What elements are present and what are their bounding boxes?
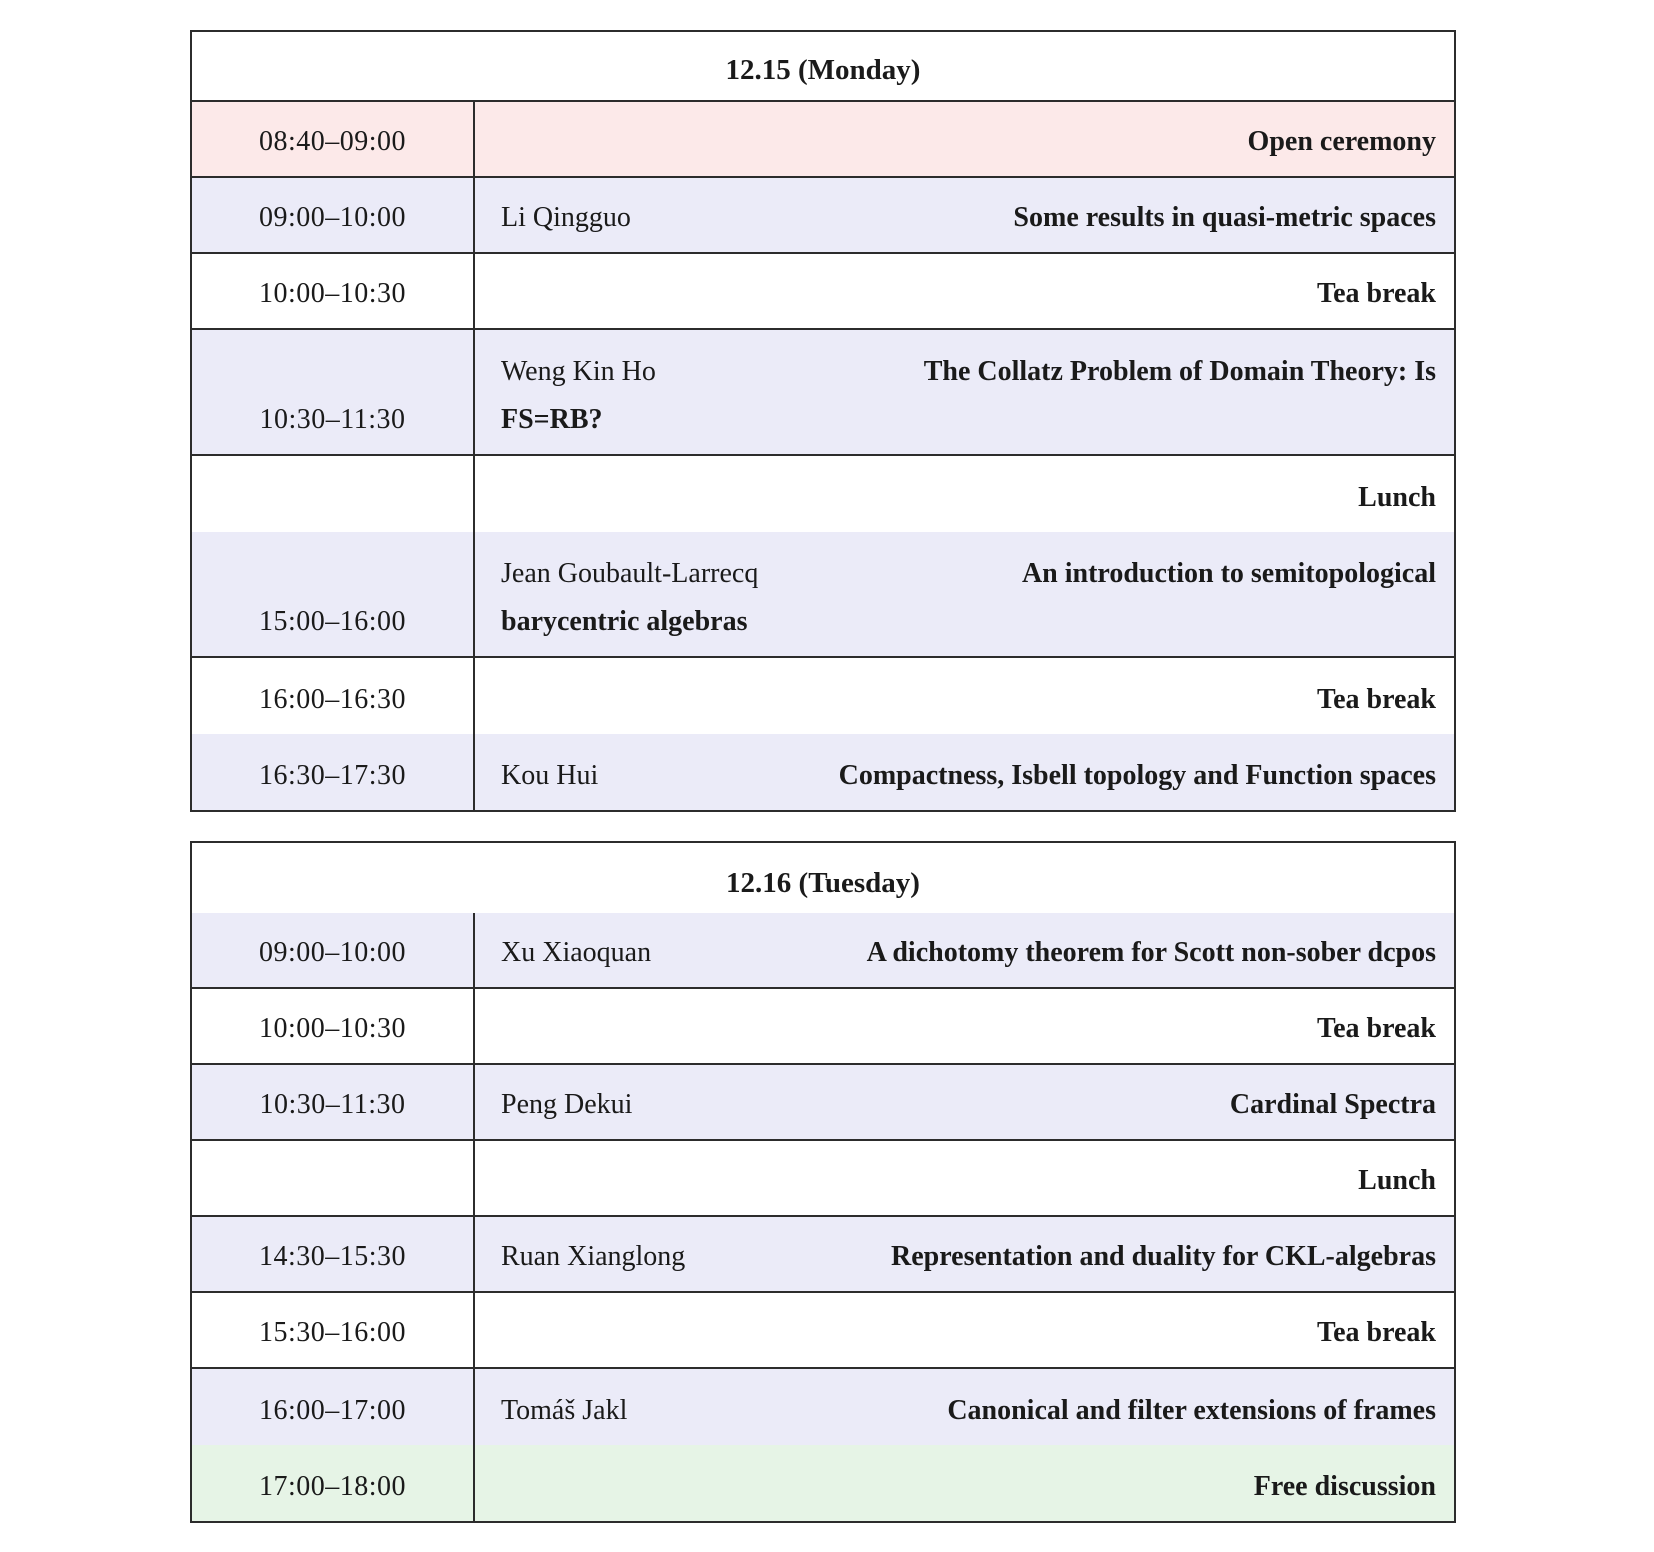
session-cell (475, 330, 1454, 454)
session-cell (475, 1369, 1454, 1445)
session-line (501, 1395, 1436, 1427)
schedule-row (192, 102, 1454, 178)
session-title: Tea break (1316, 278, 1436, 309)
session-cell (475, 1445, 1454, 1521)
session-cell (475, 989, 1454, 1063)
time-range: 16:30–17:30 (192, 734, 475, 810)
time-range: 08:40–09:00 (192, 102, 475, 176)
session-title-continued: FS=RB? (501, 404, 603, 435)
speaker-name: Li Qingguo (501, 202, 631, 233)
session-line (501, 356, 1436, 388)
session-title: An introduction to semitopological (1021, 558, 1436, 589)
session-title: Free discussion (1253, 1471, 1436, 1502)
time-range: 10:30–11:30 (192, 1065, 475, 1139)
session-title: The Collatz Problem of Domain Theory: Is (923, 356, 1436, 387)
session-title: Lunch (1358, 1165, 1436, 1196)
session-cell (475, 1141, 1454, 1215)
speaker-name: Tomáš Jakl (501, 1395, 628, 1426)
session-cell (475, 734, 1454, 810)
session-cell (475, 178, 1454, 252)
time-range: 15:00–16:00 (192, 532, 475, 656)
session-title: A dichotomy theorem for Scott non-sober dcpos (866, 937, 1436, 968)
schedule-row (192, 178, 1454, 254)
session-cell (475, 532, 1454, 656)
time-range: 16:00–16:30 (192, 658, 475, 734)
schedule-row (192, 330, 1454, 456)
session-title: Tea break (1316, 684, 1436, 715)
session-title: Representation and duality for CKL-algebras (891, 1241, 1436, 1272)
schedule-row (192, 1445, 1454, 1521)
session-title: Compactness, Isbell topology and Function spaces (838, 760, 1436, 791)
session-line (501, 684, 1436, 716)
session-cell (475, 102, 1454, 176)
schedule-row (192, 1293, 1454, 1369)
session-title: Some results in quasi-metric spaces (1013, 202, 1436, 233)
session-cell (475, 658, 1454, 734)
speaker-name: Weng Kin Ho (501, 356, 656, 387)
schedule-table (190, 841, 1456, 1523)
session-cell (475, 1293, 1454, 1367)
schedule-row (192, 1369, 1454, 1445)
time-range (192, 1141, 475, 1215)
session-title: Canonical and filter extensions of frames (947, 1395, 1436, 1426)
time-range: 10:30–11:30 (192, 330, 475, 454)
session-line (501, 1089, 1436, 1121)
session-line (501, 1471, 1436, 1503)
session-line (501, 278, 1436, 310)
speaker-name: Jean Goubault-Larrecq (501, 558, 759, 589)
session-title: Tea break (1316, 1013, 1436, 1044)
schedule-row (192, 1065, 1454, 1141)
session-line (501, 1241, 1436, 1273)
session-cell (475, 913, 1454, 987)
session-cell (475, 254, 1454, 328)
session-title: Open ceremony (1247, 126, 1436, 157)
session-line (501, 1013, 1436, 1045)
session-line (501, 760, 1436, 792)
time-range: 15:30–16:00 (192, 1293, 475, 1367)
conference-schedule (190, 30, 1456, 1552)
schedule-row (192, 456, 1454, 532)
time-range: 10:00–10:30 (192, 254, 475, 328)
schedule-row (192, 532, 1454, 658)
session-line (501, 1317, 1436, 1349)
session-title-continued: barycentric algebras (501, 606, 748, 637)
speaker-name: Xu Xiaoquan (501, 937, 652, 968)
session-title: Tea break (1316, 1317, 1436, 1348)
time-range (192, 456, 475, 532)
schedule-row (192, 913, 1454, 989)
session-title: Lunch (1358, 482, 1436, 513)
session-line (501, 1165, 1436, 1197)
session-line (501, 202, 1436, 234)
schedule-row (192, 989, 1454, 1065)
session-cell (475, 1217, 1454, 1291)
schedule-row (192, 1217, 1454, 1293)
time-range: 17:00–18:00 (192, 1445, 475, 1521)
time-range: 16:00–17:00 (192, 1369, 475, 1445)
time-range: 10:00–10:30 (192, 989, 475, 1063)
session-line (501, 482, 1436, 514)
time-range: 14:30–15:30 (192, 1217, 475, 1291)
speaker-name: Ruan Xianglong (501, 1241, 686, 1272)
time-range: 09:00–10:00 (192, 178, 475, 252)
session-line (501, 937, 1436, 969)
session-line (501, 126, 1436, 158)
schedule-row (192, 734, 1454, 810)
schedule-row (192, 254, 1454, 330)
speaker-name: Kou Hui (501, 760, 599, 791)
speaker-name: Peng Dekui (501, 1089, 633, 1120)
table-title: 12.16 (Tuesday) (726, 867, 920, 899)
schedule-row (192, 658, 1454, 734)
schedule-row (192, 1141, 1454, 1217)
time-range: 09:00–10:00 (192, 913, 475, 987)
table-title: 12.15 (Monday) (192, 32, 1454, 102)
schedule-table (190, 30, 1456, 812)
session-line (501, 558, 1436, 590)
session-title: Cardinal Spectra (1229, 1089, 1436, 1120)
session-cell (475, 1065, 1454, 1139)
session-cell (475, 456, 1454, 532)
